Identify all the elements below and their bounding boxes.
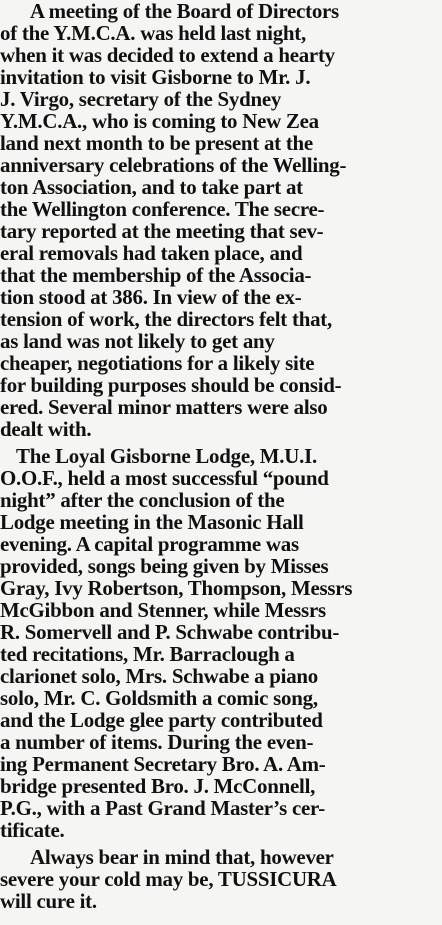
paragraph-1-line-18: for building purposes should be consid- [0,373,342,397]
paragraph-1-line-12: eral removals had taken place, and [0,241,303,265]
paragraph-2-line-17: P.G., with a Past Grand Master’s cer- [0,796,326,820]
paragraph-1-line-4: invitation to visit Gisborne to Mr. J. [0,65,311,89]
paragraph-1-line-5: J. Virgo, secretary of the Sydney [0,87,282,111]
paragraph-3-line-1: Always bear in mind that, however [30,845,334,869]
paragraph-1-line-11: tary reported at the meeting that sev- [0,219,324,243]
paragraph-2-line-4: Lodge meeting in the Masonic Hall [0,510,304,534]
paragraph-2-line-18: tificate. [0,818,65,842]
paragraph-1-line-14: tion stood at 386. In view of the ex- [0,285,302,309]
paragraph-2-line-14: a number of items. During the even- [0,730,314,754]
paragraph-1-line-10: the Wellington conference. The secre- [0,197,325,221]
paragraph-2-line-3: night” after the conclusion of the [0,488,285,512]
paragraph-1-line-9: ton Association, and to take part at [0,175,303,199]
paragraph-2-line-2: O.O.F., held a most successful “pound [0,466,329,490]
paragraph-1-line-7: land next month to be present at the [0,131,313,155]
paragraph-1-line-17: cheaper, negotiations for a likely site [0,351,315,375]
paragraph-1-line-3: when it was decided to extend a hearty [0,43,335,67]
paragraph-3-line-2: severe your cold may be, TUSSICURA [0,867,337,891]
paragraph-1-line-16: as land was not likely to get any [0,329,275,353]
paragraph-2-line-1: The Loyal Gisborne Lodge, M.U.I. [16,444,317,468]
paragraph-2-line-8: McGibbon and Stenner, while Messrs [0,598,326,622]
paragraph-3-line-3: will cure it. [0,889,97,913]
paragraph-2-line-11: clarionet solo, Mrs. Schwabe a piano [0,664,318,688]
paragraph-2-line-12: solo, Mr. C. Goldsmith a comic song, [0,686,318,710]
paragraph-1-line-15: tension of work, the directors felt that, [0,307,332,331]
paragraph-1-line-6: Y.M.C.A., who is coming to New Zea [0,109,319,133]
paragraph-2-line-13: and the Lodge glee party contributed [0,708,323,732]
paragraph-1-line-20: dealt with. [0,417,92,441]
paragraph-2-line-15: ing Permanent Secretary Bro. A. Am- [0,752,326,776]
paragraph-1-line-19: ered. Several minor matters were also [0,395,328,419]
paragraph-1-line-8: anniversary celebrations of the Welling- [0,153,347,177]
paragraph-2-line-6: provided, songs being given by Misses [0,554,329,578]
paragraph-2-line-10: ted recitations, Mr. Barraclough a [0,642,295,666]
paragraph-2-line-16: bridge presented Bro. J. McConnell, [0,774,316,798]
paragraph-1-line-1: A meeting of the Board of Directors [30,0,339,23]
paragraph-1-line-2: of the Y.M.C.A. was held last night, [0,21,307,45]
paragraph-2-line-5: evening. A capital programme was [0,532,299,556]
paragraph-2-line-7: Gray, Ivy Robertson, Thompson, Messrs [0,576,353,600]
paragraph-2-line-9: R. Somervell and P. Schwabe contribu- [0,620,340,644]
paragraph-1-line-13: that the membership of the Associa- [0,263,312,287]
